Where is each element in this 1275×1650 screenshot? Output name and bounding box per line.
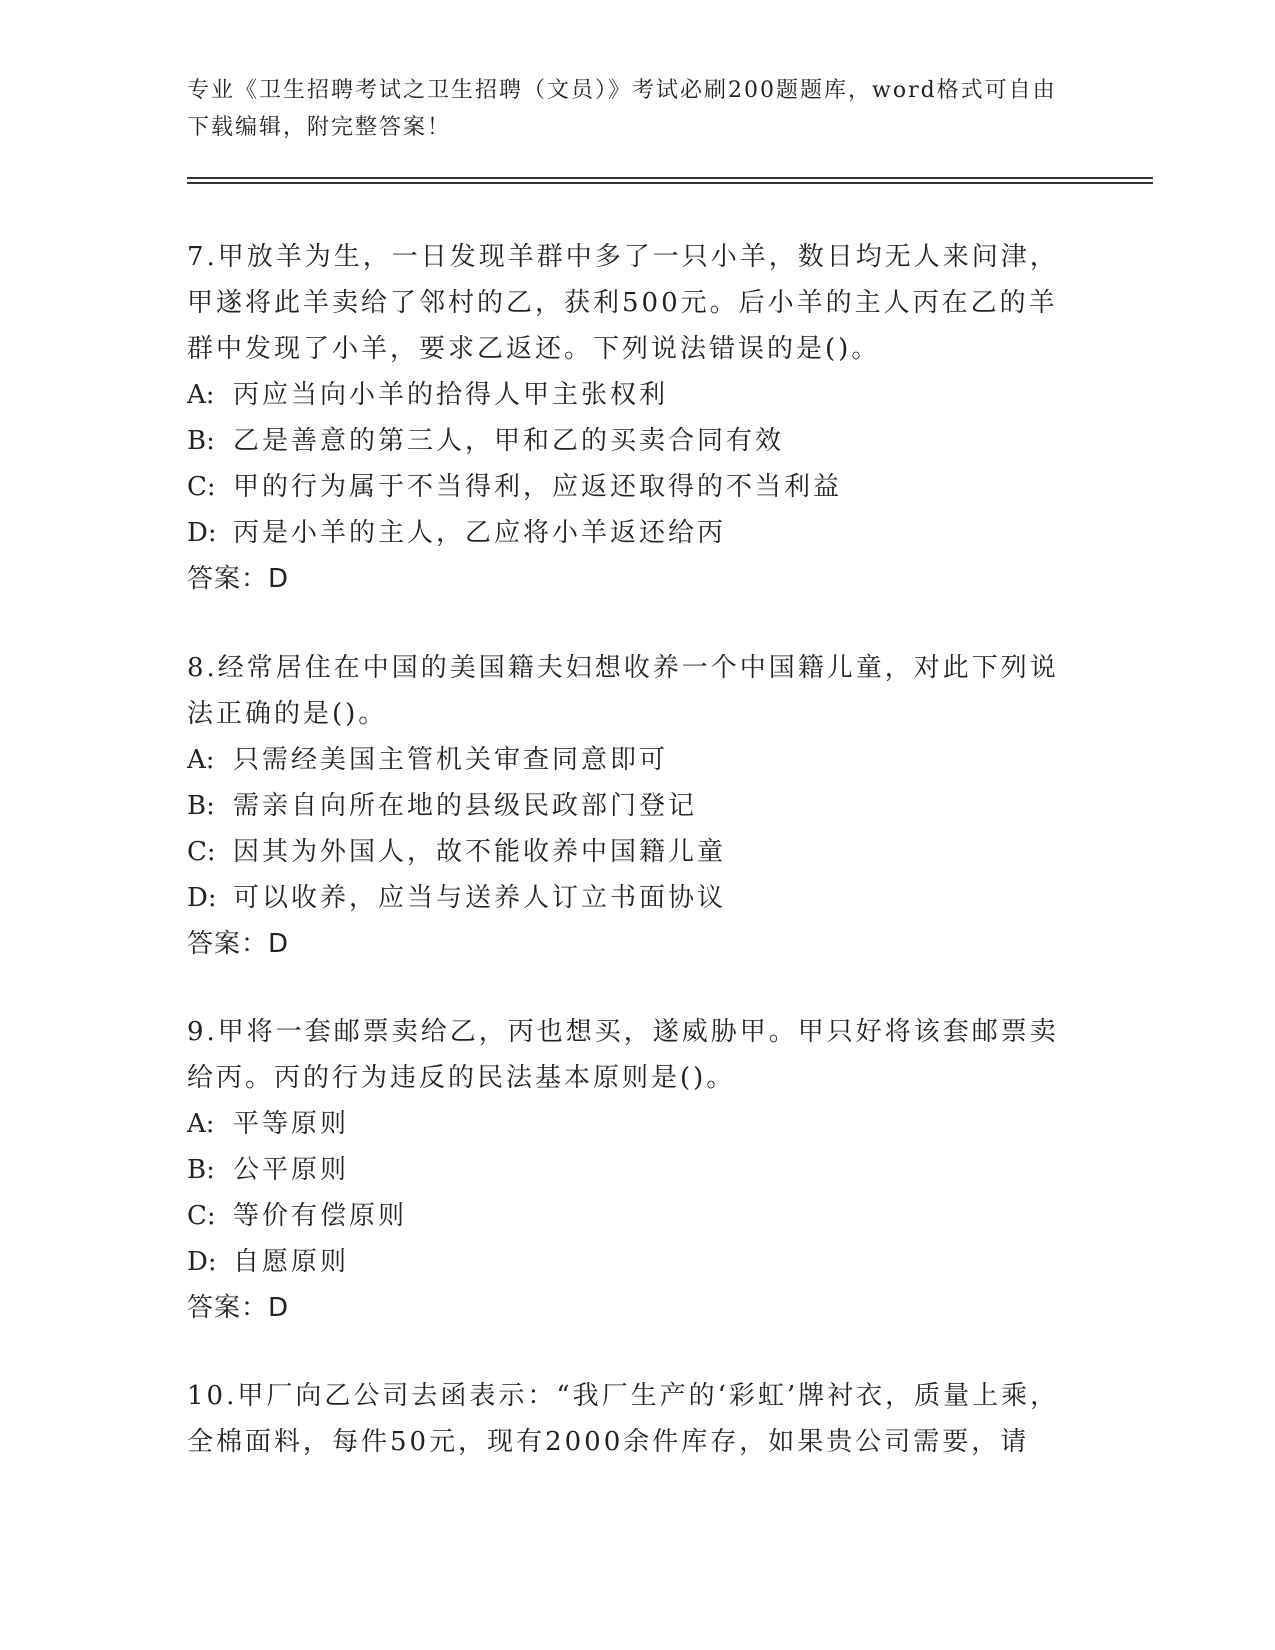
document-header: 专业《卫生招聘考试之卫生招聘（文员）》考试必刷200题题库，word格式可自由下载编辑，附完整答案！ — [187, 78, 1057, 140]
option-a — [187, 737, 1067, 783]
option-b — [187, 1147, 1067, 1193]
question-10 — [187, 1373, 1067, 1465]
option-a — [187, 1101, 1067, 1147]
option-letter: A: — [187, 1109, 215, 1139]
option-text: 丙是小羊的主人，乙应将小羊返还给丙 — [233, 518, 727, 548]
option-d — [187, 510, 1067, 556]
option-letter: A: — [187, 380, 215, 410]
question-9 — [187, 1009, 1067, 1331]
question-7 — [187, 234, 1067, 602]
question-8 — [187, 645, 1067, 967]
option-letter: C: — [187, 837, 216, 867]
option-letter: C: — [187, 1201, 216, 1231]
option-letter: B: — [187, 791, 215, 821]
question-stem: 9.甲将一套邮票卖给乙，丙也想买，遂威胁甲。甲只好将该套邮票卖给丙。丙的行为违反的民法基本原则是()。 — [187, 1017, 1059, 1093]
option-c — [187, 829, 1067, 875]
option-text: 等价有偿原则 — [233, 1201, 408, 1231]
header-divider-bottom — [187, 182, 1153, 184]
option-letter: B: — [187, 1155, 215, 1185]
option-text: 公平原则 — [233, 1155, 350, 1185]
answer-line: 答案：D — [187, 929, 290, 959]
option-text: 平等原则 — [233, 1109, 350, 1139]
option-letter: A: — [187, 745, 215, 775]
question-stem: 7.甲放羊为生，一日发现羊群中多了一只小羊，数日均无人来问津，甲遂将此羊卖给了邻村的乙，获利500元。后小羊的主人丙在乙的羊群中发现了小羊，要求乙返还。下列说法错误的是()。 — [187, 242, 1059, 364]
answer-line: 答案：D — [187, 1293, 290, 1323]
option-letter: C: — [187, 472, 216, 502]
option-text: 乙是善意的第三人，甲和乙的买卖合同有效 — [233, 426, 785, 456]
option-text: 只需经美国主管机关审查同意即可 — [233, 745, 669, 775]
option-text: 甲的行为属于不当得利，应返还取得的不当利益 — [233, 472, 843, 502]
option-text: 因其为外国人，故不能收养中国籍儿童 — [233, 837, 727, 867]
header-divider-top — [187, 177, 1153, 179]
option-text: 自愿原则 — [233, 1247, 350, 1277]
option-letter: D: — [187, 1247, 217, 1277]
option-c — [187, 1193, 1067, 1239]
option-text: 丙应当向小羊的拾得人甲主张权利 — [233, 380, 669, 410]
option-b — [187, 418, 1067, 464]
question-stem: 10.甲厂向乙公司去函表示：“我厂生产的‘彩虹’牌衬衣，质量上乘，全棉面料，每件50元，现有2000余件库存，如果贵公司需要，请 — [187, 1381, 1060, 1457]
option-text: 可以收养，应当与送养人订立书面协议 — [233, 883, 727, 913]
option-d — [187, 1239, 1067, 1285]
option-b — [187, 783, 1067, 829]
option-letter: B: — [187, 426, 215, 456]
option-letter: D: — [187, 883, 217, 913]
option-d — [187, 875, 1067, 921]
option-a — [187, 372, 1067, 418]
option-letter: D: — [187, 518, 217, 548]
option-c — [187, 464, 1067, 510]
option-text: 需亲自向所在地的县级民政部门登记 — [233, 791, 698, 821]
question-stem: 8.经常居住在中国的美国籍夫妇想收养一个中国籍儿童，对此下列说法正确的是()。 — [187, 653, 1059, 729]
answer-line: 答案：D — [187, 564, 290, 594]
